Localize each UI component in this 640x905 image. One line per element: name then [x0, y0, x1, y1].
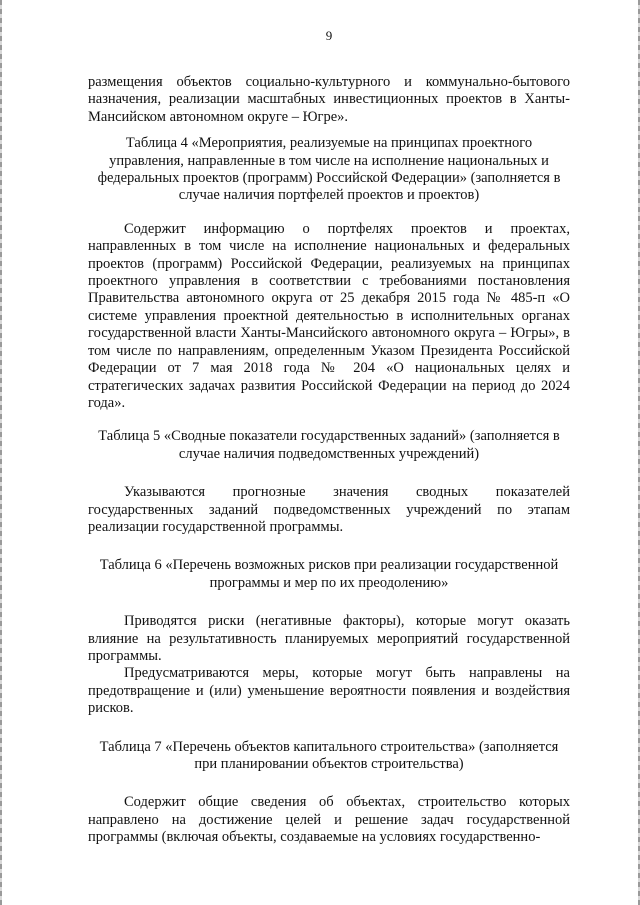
- table4-description: Содержит информацию о портфелях проектов и проектах, направленных в том числе на исполнение национальных и федеральных проектов (программ) Российской Федерации, реализуемых на принципах проектного управления в соответствии с требованиями постановления Правительства автономного округа от 25 декабря 2015 года № 485-п «О системе управления проектной деятельностью в исполнительных органах государственной власти Ханты-Мансийского автономного округа – Югры», в том числе по направлениям, определенным Указом Президента Российской Федерации от 7 мая 2018 года № 204 «О национальных целях и стратегических задачах развития Российской Федерации на период до 2024 года».: [88, 220, 570, 411]
- table5-caption: Таблица 5 «Сводные показатели государственных заданий» (заполняется в случае наличия подведомственных учреждений): [98, 428, 560, 462]
- table6-description-measures: Предусматриваются меры, которые могут быть направлены на предотвращение и (или) уменьшение вероятности появления и воздействия рисков.: [88, 665, 570, 717]
- table6-description-risks: Приводятся риски (негативные факторы), которые могут оказать влияние на результативность планируемых мероприятий государственной программы.: [88, 613, 570, 664]
- document-page: [88, 28, 570, 847]
- table4-caption: Таблица 4 «Мероприятия, реализуемые на принципах проектного управления, направленные в том числе на исполнение национальных и федеральных проектов (программ) Российской Федерации» (заполняется в случае наличия портфелей проектов и проектов): [97, 135, 561, 204]
- scan-edge-left: [0, 0, 2, 905]
- intro-paragraph: размещения объектов социально-культурного и коммунально-бытового назначения, реализации масштабных инвестиционных проектов в Ханты-Мансийском автономном округе – Югре».: [88, 74, 570, 125]
- page-number: 9: [325, 28, 333, 43]
- table7-caption: Таблица 7 «Перечень объектов капитального строительства» (заполняется при планировании объектов строительства): [99, 738, 559, 772]
- table5-description: Указываются прогнозные значения сводных показателей государственных заданий подведомственных учреждений по этапам реализации государственной программы.: [88, 484, 570, 535]
- table6-caption: Таблица 6 «Перечень возможных рисков при реализации государственной программы и мер по их преодолению»: [99, 557, 559, 591]
- table7-description: Содержит общие сведения об объектах, строительство которых направлено на достижение целей и решение задач государственной программы (включая объекты, создаваемые на условиях государственно-: [88, 794, 570, 846]
